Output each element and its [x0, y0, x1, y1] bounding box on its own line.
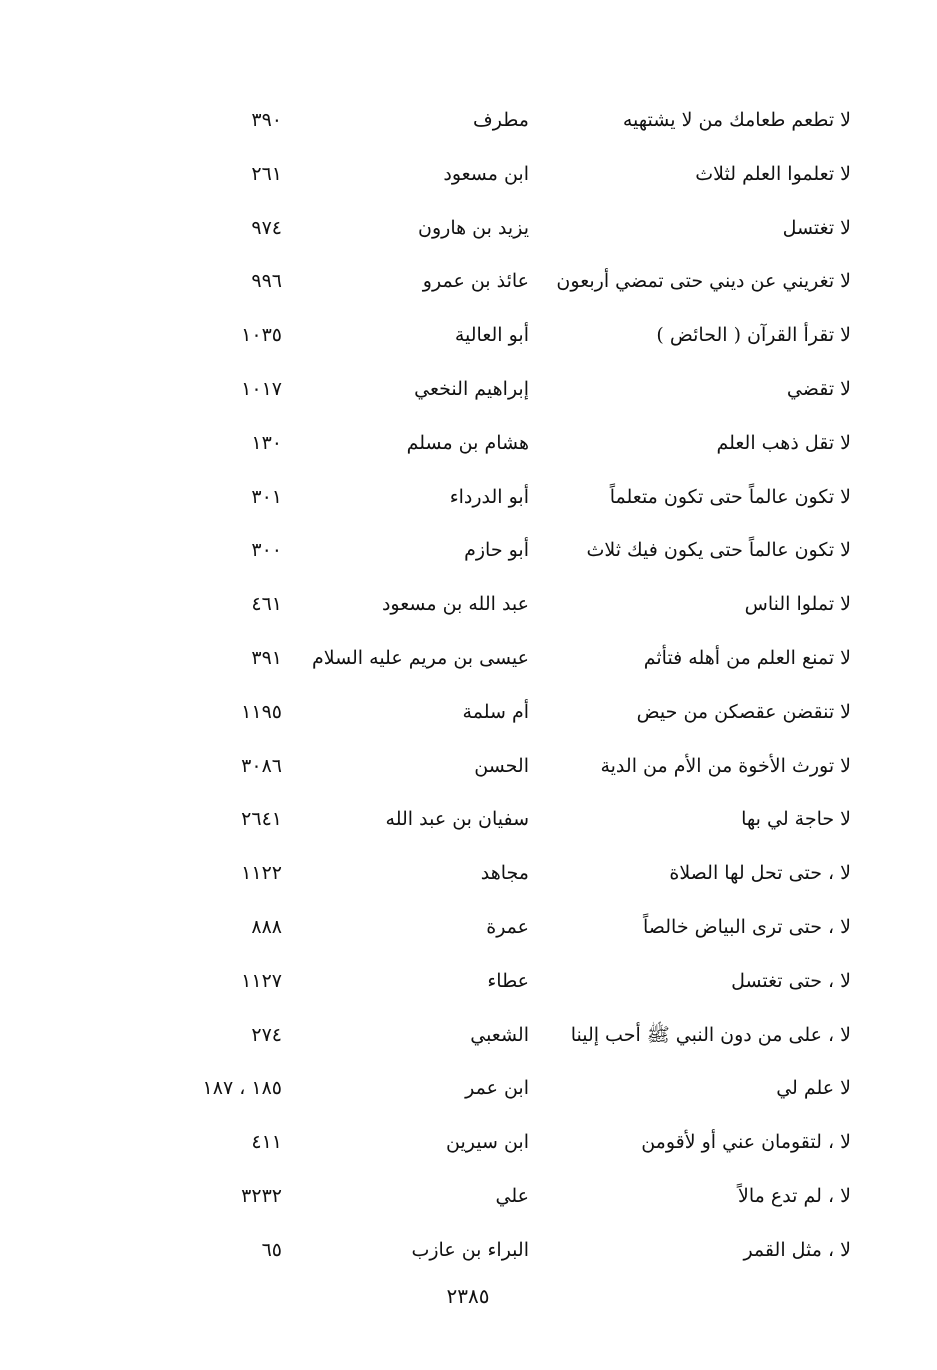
- entry-narrator: الحسن: [474, 754, 529, 777]
- index-row: [0, 632, 937, 686]
- index-row: [0, 1062, 937, 1116]
- entry-phrase: لا علم لي: [776, 1077, 851, 1100]
- entry-number: ١٠٣٥: [241, 324, 282, 347]
- entry-narrator: ابن سيرين: [446, 1131, 529, 1154]
- index-row: [0, 1116, 937, 1170]
- entry-phrase: لا حاجة لي بها: [741, 808, 851, 831]
- entry-number: ٢٧٤: [251, 1023, 282, 1046]
- index-row: [0, 1224, 937, 1278]
- entry-number: ٤١١: [251, 1131, 282, 1154]
- entry-phrase: لا تمنع العلم من أهله فتأثم: [643, 646, 851, 669]
- entry-number: ٢٦١: [251, 162, 282, 185]
- entry-number: ٩٧٤: [251, 216, 282, 239]
- entry-number: ٣٠١: [251, 485, 282, 508]
- entry-phrase: لا تعلموا العلم لثلاث: [695, 162, 851, 185]
- entry-phrase: لا ، على من دون النبي ﷺ أحب إلينا: [570, 1023, 851, 1046]
- index-row: [0, 255, 937, 309]
- entry-phrase: لا ، حتى تغتسل: [731, 969, 851, 992]
- entry-number: ١١٢٧: [241, 969, 282, 992]
- index-row: [0, 94, 937, 148]
- entry-narrator: البراء بن عازب: [411, 1238, 529, 1261]
- index-row: [0, 578, 937, 632]
- entry-narrator: مطرف: [473, 109, 529, 131]
- entry-narrator: الشعبي: [470, 1023, 529, 1046]
- entry-narrator: عيسى بن مريم عليه السلام: [311, 646, 529, 669]
- index-row: [0, 1170, 937, 1224]
- entry-phrase: لا تورث الأخوة من الأم من الدية: [600, 754, 851, 777]
- index-row: [0, 202, 937, 256]
- entry-phrase: لا تغتسل: [782, 216, 851, 239]
- entry-narrator: أبو الدرداء: [449, 485, 529, 508]
- entry-number: ٩٩٦: [251, 270, 282, 293]
- entry-narrator: أبو حازم: [464, 539, 529, 562]
- entry-number: ١١٢٢: [241, 862, 282, 885]
- entry-number: ٣٢٣٢: [241, 1184, 282, 1207]
- entry-number: ١٠١٧: [241, 377, 282, 400]
- entry-phrase: لا ، حتى تحل لها الصلاة: [669, 862, 851, 885]
- entry-number: ٤٦١: [251, 593, 282, 616]
- index-row: [0, 1009, 937, 1063]
- entry-phrase: لا ، لم تدع مالاً: [738, 1184, 851, 1207]
- entry-phrase: لا ، لتقومان عني أو لأقومن: [641, 1131, 851, 1154]
- entry-narrator: عمرة: [486, 915, 529, 938]
- entry-number: ٣٩٠: [251, 109, 282, 131]
- index-row: [0, 686, 937, 740]
- entry-phrase: لا تقرأ القرآن ( الحائض ): [656, 324, 851, 347]
- entry-phrase: لا تغريني عن ديني حتى تمضي أربعون: [556, 270, 851, 293]
- index-row: [0, 417, 937, 471]
- entry-number: ١٣٠: [251, 431, 282, 454]
- entry-narrator: إبراهيم النخعي: [414, 377, 529, 400]
- entry-narrator: سفيان بن عبد الله: [385, 808, 529, 831]
- index-row: [0, 740, 937, 794]
- entry-narrator: علي: [495, 1184, 529, 1207]
- entry-phrase: لا تملوا الناس: [744, 593, 851, 616]
- entry-number: ٣٩١: [251, 646, 282, 669]
- entry-number: ٦٥: [261, 1238, 282, 1261]
- index-row: [0, 901, 937, 955]
- index-row: [0, 309, 937, 363]
- entry-narrator: مجاهد: [480, 862, 529, 885]
- entry-narrator: ابن عمر: [465, 1077, 529, 1100]
- index-row: [0, 471, 937, 525]
- entry-narrator: هشام بن مسلم: [406, 431, 529, 454]
- index-row: [0, 847, 937, 901]
- index-row: [0, 955, 937, 1009]
- index-row: [0, 793, 937, 847]
- entry-phrase: لا تنقضن عقصكن من حيض: [636, 700, 851, 723]
- entry-phrase: لا ، مثل القمر: [743, 1238, 851, 1261]
- entry-narrator: عطاء: [487, 969, 529, 992]
- entry-number: ١٨٥ ، ١٨٧: [202, 1077, 282, 1100]
- entry-narrator: عبد الله بن مسعود: [381, 593, 529, 616]
- entry-narrator: عائذ بن عمرو: [422, 270, 529, 293]
- index-row: [0, 148, 937, 202]
- entry-phrase: لا تطعم طعامك من لا يشتهيه: [622, 109, 851, 131]
- index-list: [0, 94, 937, 1278]
- entry-phrase: لا تقضي: [786, 377, 851, 400]
- index-row: [0, 524, 937, 578]
- page-number: ٢٣٨٥: [446, 1284, 490, 1308]
- entry-phrase: لا ، حتى ترى البياض خالصاً: [642, 915, 851, 938]
- index-row: [0, 363, 937, 417]
- entry-narrator: أم سلمة: [462, 700, 529, 723]
- entry-number: ٣٠٨٦: [241, 754, 282, 777]
- entry-number: ٨٨٨: [251, 915, 282, 938]
- entry-narrator: أبو العالية: [454, 324, 529, 347]
- entry-narrator: ابن مسعود: [443, 162, 529, 185]
- entry-number: ١١٩٥: [241, 700, 282, 723]
- entry-phrase: لا تكون عالماً حتى تكون متعلماً: [609, 485, 851, 508]
- entry-narrator: يزيد بن هارون: [418, 216, 529, 239]
- entry-phrase: لا تقل ذهب العلم: [716, 431, 851, 454]
- entry-number: ٢٦٤١: [241, 808, 282, 831]
- entry-phrase: لا تكون عالماً حتى يكون فيك ثلاث: [586, 539, 851, 562]
- entry-number: ٣٠٠: [251, 539, 282, 562]
